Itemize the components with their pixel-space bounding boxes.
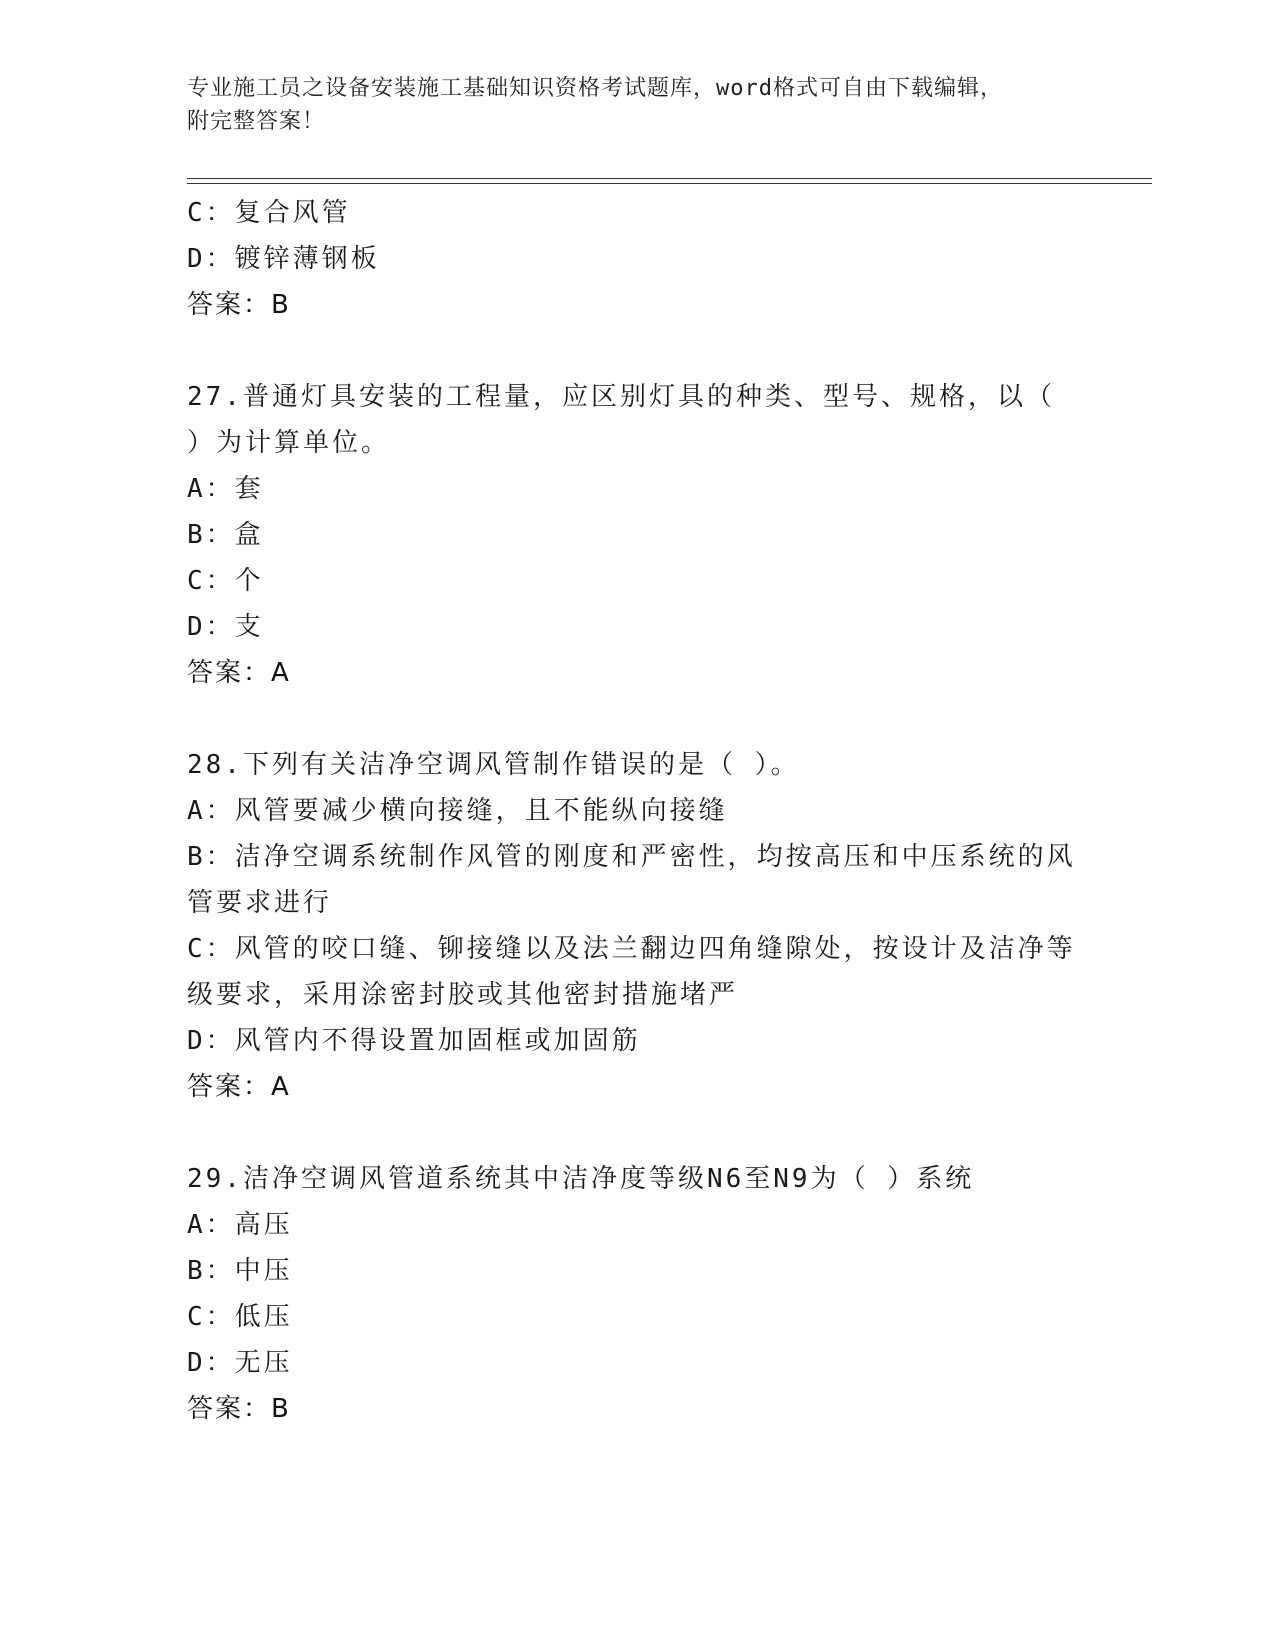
- spacer: [187, 696, 1087, 742]
- option-d: D：无压: [187, 1348, 293, 1378]
- option-a: A：套: [187, 474, 264, 504]
- question-stem: 29.洁净空调风管道系统其中洁净度等级N6至N9为（ ）系统: [187, 1164, 975, 1194]
- option-c: C：个: [187, 566, 264, 596]
- header-line-2: 附完整答案！: [187, 109, 326, 134]
- option-b: B：盒: [187, 520, 264, 550]
- question-stem: 28.下列有关洁净空调风管制作错误的是（ ）。: [187, 750, 800, 780]
- option-b-continued: 管要求进行: [187, 888, 333, 918]
- question-26-tail: [187, 190, 1087, 328]
- option-a: A：高压: [187, 1210, 293, 1240]
- question-29: [187, 1156, 1087, 1432]
- document-body: [187, 190, 1087, 1432]
- question-stem-continued: ）为计算单位。: [187, 428, 391, 458]
- document-header: [187, 72, 1087, 138]
- question-28: [187, 742, 1087, 1110]
- answer-line: 答案：A: [187, 1072, 291, 1102]
- header-divider-top: [187, 178, 1152, 179]
- header-line-1: 专业施工员之设备安装施工基础知识资格考试题库，word格式可自由下载编辑，: [187, 76, 1003, 101]
- option-d: D：镀锌薄钢板: [187, 244, 380, 274]
- answer-line: 答案：B: [187, 290, 291, 320]
- option-c: C：风管的咬口缝、铆接缝以及法兰翻边四角缝隙处，按设计及洁净等: [187, 934, 1076, 964]
- option-a: A：风管要减少横向接缝，且不能纵向接缝: [187, 796, 728, 826]
- option-b: B：洁净空调系统制作风管的刚度和严密性，均按高压和中压系统的风: [187, 842, 1076, 872]
- answer-line: 答案：A: [187, 658, 291, 688]
- option-d: D：风管内不得设置加固框或加固筋: [187, 1026, 641, 1056]
- option-c-continued: 级要求，采用涂密封胶或其他密封措施堵严: [187, 980, 739, 1010]
- answer-line: 答案：B: [187, 1394, 291, 1424]
- question-stem: 27.普通灯具安装的工程量，应区别灯具的种类、型号、规格，以（: [187, 382, 1055, 412]
- option-c: C：低压: [187, 1302, 293, 1332]
- option-d: D：支: [187, 612, 264, 642]
- option-c: C：复合风管: [187, 198, 351, 228]
- spacer: [187, 328, 1087, 374]
- header-divider-bottom: [187, 183, 1152, 184]
- question-27: [187, 374, 1087, 696]
- option-b: B：中压: [187, 1256, 293, 1286]
- spacer: [187, 1110, 1087, 1156]
